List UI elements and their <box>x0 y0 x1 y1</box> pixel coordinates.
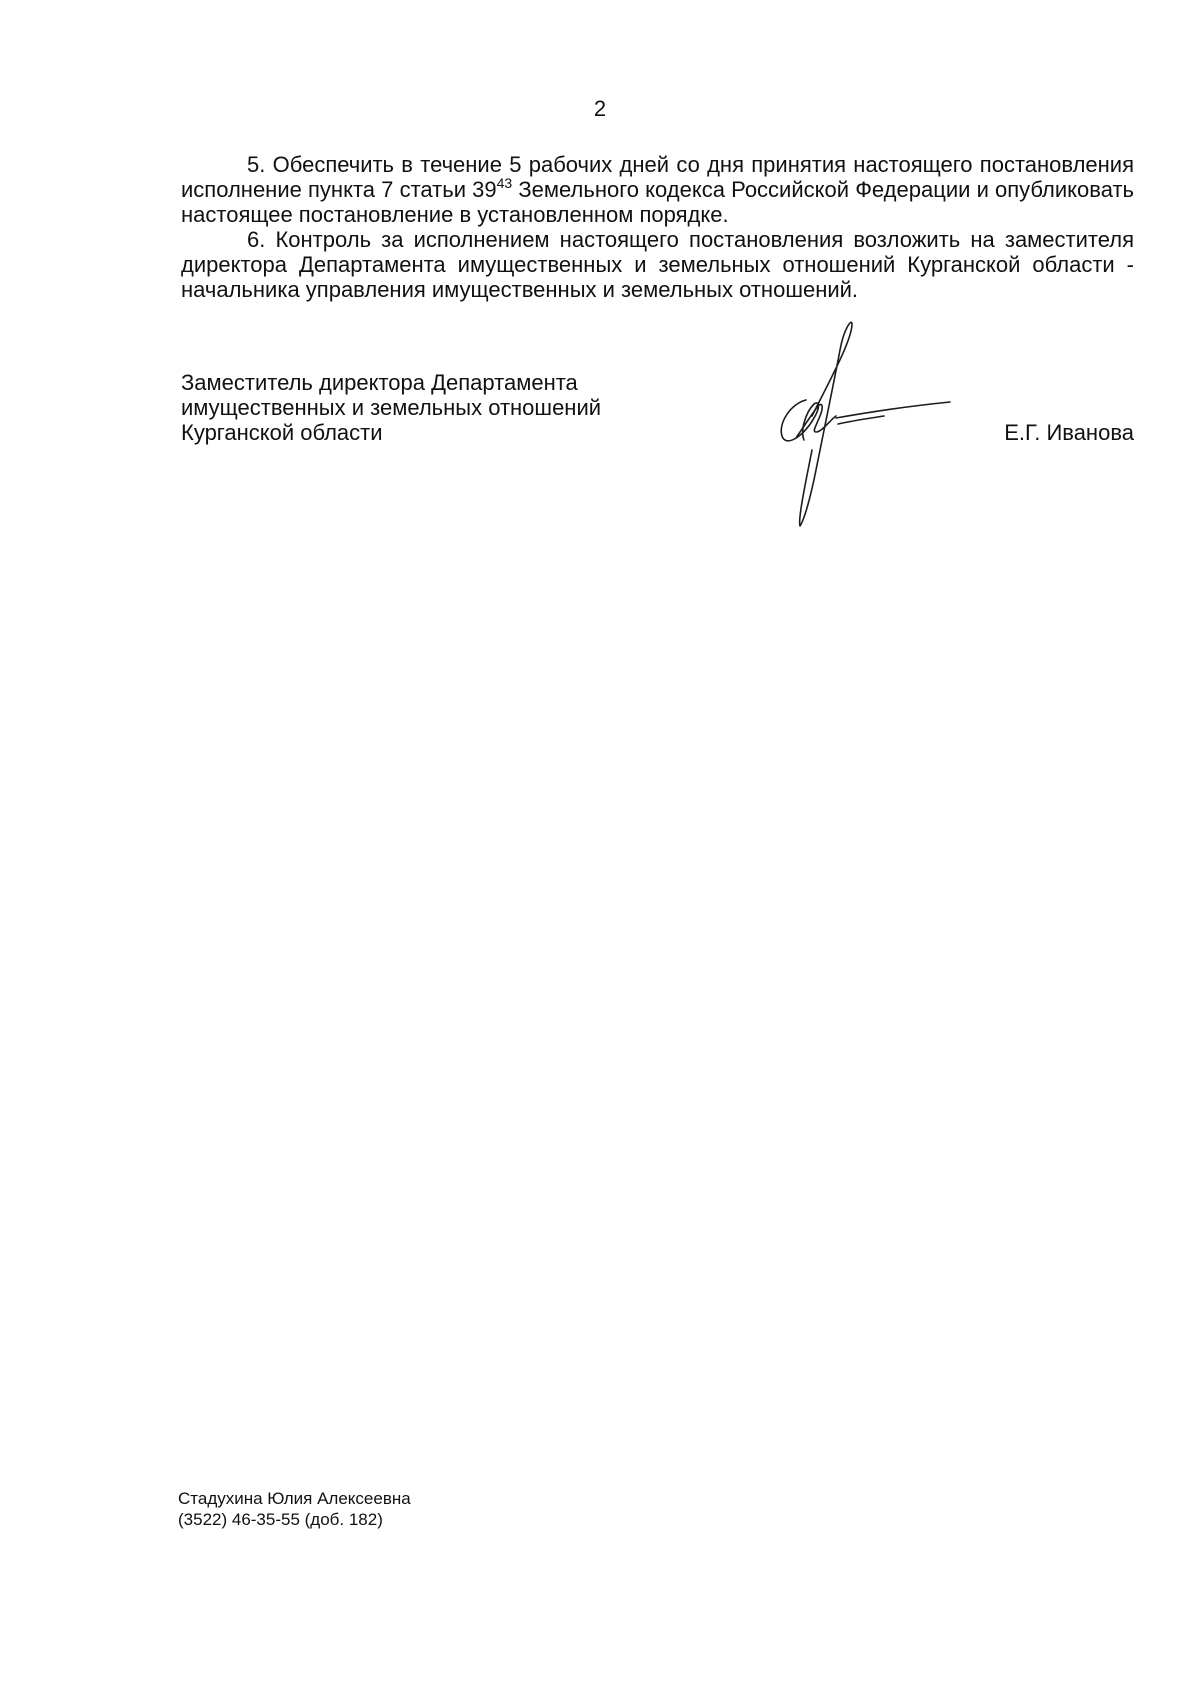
signature-icon <box>760 320 960 530</box>
paragraph-5 <box>181 152 1134 227</box>
paragraph-5-superscript: 43 <box>496 175 513 191</box>
signer-title-line-1: Заместитель директора Департамента <box>181 370 578 395</box>
page-number: 2 <box>593 96 607 121</box>
signer-title-line-3: Курганской области <box>181 420 383 445</box>
signer-title <box>181 370 601 445</box>
signer-name: Е.Г. Иванова <box>1004 420 1134 445</box>
signer-title-line-2: имущественных и земельных отношений <box>181 395 602 420</box>
paragraph-5-text-continued: Земельного кодекса Российской Федерации и опубликовать настоящее постановление в установленном порядке. <box>181 177 1134 227</box>
document-body <box>181 152 1134 302</box>
contact-info <box>178 1488 411 1530</box>
paragraph-5-text: 5. Обеспечить в течение 5 рабочих дней со дня принятия настоящего постановления исполнение пункта 7 статьи 39 <box>181 152 1134 202</box>
contact-phone: (3522) 46-35-55 (доб. 182) <box>178 1510 383 1529</box>
contact-name: Стадухина Юлия Алексеевна <box>178 1489 411 1508</box>
paragraph-6: 6. Контроль за исполнением настоящего постановления возложить на заместителя директора Департамента имущественных и земельных отношений Курганской области - начальника управления имущественных и земельных отношений. <box>181 227 1134 302</box>
